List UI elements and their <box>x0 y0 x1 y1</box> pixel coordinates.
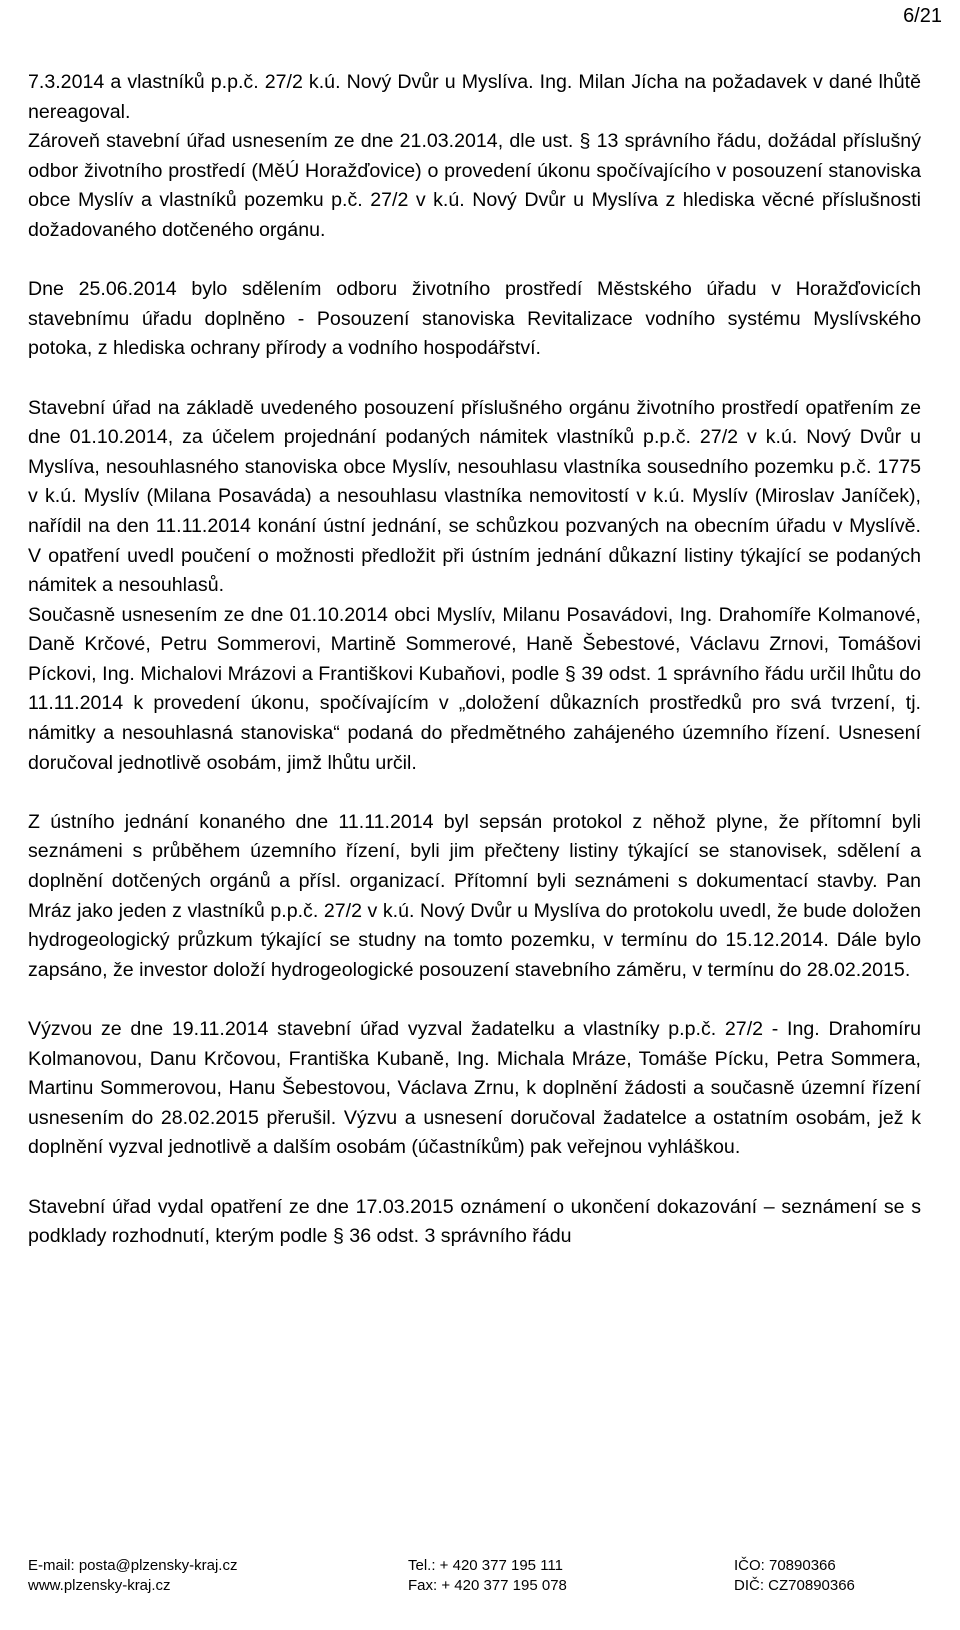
footer-email: E-mail: posta@plzensky-kraj.cz <box>28 1557 238 1574</box>
paragraph-spacer <box>28 1163 921 1193</box>
paragraph-spacer <box>28 364 921 394</box>
paragraph: Výzvou ze dne 19.11.2014 stavební úřad vyzval žadatelku a vlastníky p.p.č. 27/2 - Ing. Drahomíru Kolmanovou, Danu Krčovou, Františka Kubaně, Ing. Michala Mráze, Tomáše Pícku, Petra Sommera, Martinu Sommerovou, Hanu Šebestovou, Václava Zrnu, k doplnění žádosti a současně územní řízení usnesením do 28.02.2015 přerušil. Výzvu a usnesení doručoval žadatelce a ostatním osobám, jež k doplnění vyzval jednotlivě a dalším osobám (účastníkům) pak veřejnou vyhláškou. <box>28 1018 921 1159</box>
footer-dic: DIČ: CZ70890366 <box>734 1577 855 1594</box>
footer-web: www.plzensky-kraj.cz <box>28 1577 171 1594</box>
paragraph: Zároveň stavební úřad usnesením ze dne 21.03.2014, dle ust. § 13 správního řádu, dožádal příslušný odbor životního prostředí (MěÚ Horažďovice) o provedení úkonu spočívajícího v posouzení stanoviska obce Myslív a vlastníků pozemku p.č. 27/2 v k.ú. Nový Dvůr u Myslíva z hlediska věcné příslušnosti dožadovaného dotčeného orgánu. <box>28 130 921 241</box>
page-number: 6/21 <box>903 5 942 27</box>
footer-contact-column <box>28 1556 237 1596</box>
paragraph: Stavební úřad na základě uvedeného posouzení příslušného orgánu životního prostředí opatřením ze dne 01.10.2014, za účelem projednání podaných námitek vlastníků p.p.č. 27/2 v k.ú. Nový Dvůr u Myslíva, nesouhlasného stanoviska obce Myslív, nesouhlasu vlastníka sousedního pozemku p.č. 1775 v k.ú. Myslív (Milana Posaváda) a nesouhlasu vlastníka nemovitostí v k.ú. Myslív (Miroslav Janíček), nařídil na den 11.11.2014 konání ústní jednání, se schůzkou pozvaných na obecním úřadu v Myslívě. V opatření uvedl poučení o možnosti předložit při ústním jednání důkazní listiny týkající se podaných námitek a nesouhlasů. <box>28 396 921 597</box>
paragraph: Stavební úřad vydal opatření ze dne 17.03.2015 oznámení o ukončení dokazování – seznámení se s podklady rozhodnutí, kterým podle § 36 odst. 3 správního řádu <box>28 1195 921 1248</box>
paragraph: 7.3.2014 a vlastníků p.p.č. 27/2 k.ú. Nový Dvůr u Myslíva. Ing. Milan Jícha na požadavek v dané lhůtě nereagoval. <box>28 71 921 123</box>
paragraph-spacer <box>28 246 921 276</box>
paragraph-spacer <box>28 985 921 1015</box>
paragraph: Z ústního jednání konaného dne 11.11.2014 byl sepsán protokol z něhož plyne, že přítomní byli seznámeni s průběhem územního řízení, byli jim přečteny listiny týkající se stanovisek, sdělení a doplnění dotčených orgánů a přísl. organizací. Přítomní byli seznámeni s dokumentací stavby. Pan Mráz jako jeden z vlastníků p.p.č. 27/2 v k.ú. Nový Dvůr u Myslíva do protokolu uvedl, že bude doložen hydrogeologický průzkum týkající se studny na tomto pozemku, v termínu do 15.12.2014. Dále bylo zapsáno, že investor doloží hydrogeologické posouzení stavebního záměru, v termínu do 28.02.2015. <box>28 810 921 981</box>
document-body <box>28 68 921 1252</box>
footer-phone-column <box>408 1556 567 1596</box>
paragraph: Současně usnesením ze dne 01.10.2014 obci Myslív, Milanu Posavádovi, Ing. Drahomíře Kolmanové, Daně Krčové, Petru Sommerovi, Martině Sommerové, Haně Šebestové, Václavu Zrnovi, Tomášovi Píckovi, Ing. Michalovi Mrázovi a Františkovi Kubaňovi, podle § 39 odst. 1 správního řádu určil lhůtu do 11.11.2014 k provedení úkonu, spočívajícím v „doložení důkazních prostředků pro svá tvrzení, tj. námitky a nesouhlasná stanoviska“ podaná do předmětného zahájeného územního řízení. Usnesení doručoval jednotlivě osobám, jimž lhůtu určil. <box>28 603 921 774</box>
footer-id-column <box>734 1556 855 1596</box>
paragraph-spacer <box>28 778 921 808</box>
footer-fax: Fax: + 420 377 195 078 <box>408 1577 567 1594</box>
page-footer <box>28 1556 921 1616</box>
paragraph: Dne 25.06.2014 bylo sdělením odboru životního prostředí Městského úřadu v Horažďovicích stavebnímu úřadu doplněno - Posouzení stanoviska Revitalizace vodního systému Myslívského potoka, z hlediska ochrany přírody a vodního hospodářství. <box>28 278 921 360</box>
footer-ico: IČO: 70890366 <box>734 1557 836 1574</box>
footer-tel: Tel.: + 420 377 195 111 <box>408 1557 563 1574</box>
